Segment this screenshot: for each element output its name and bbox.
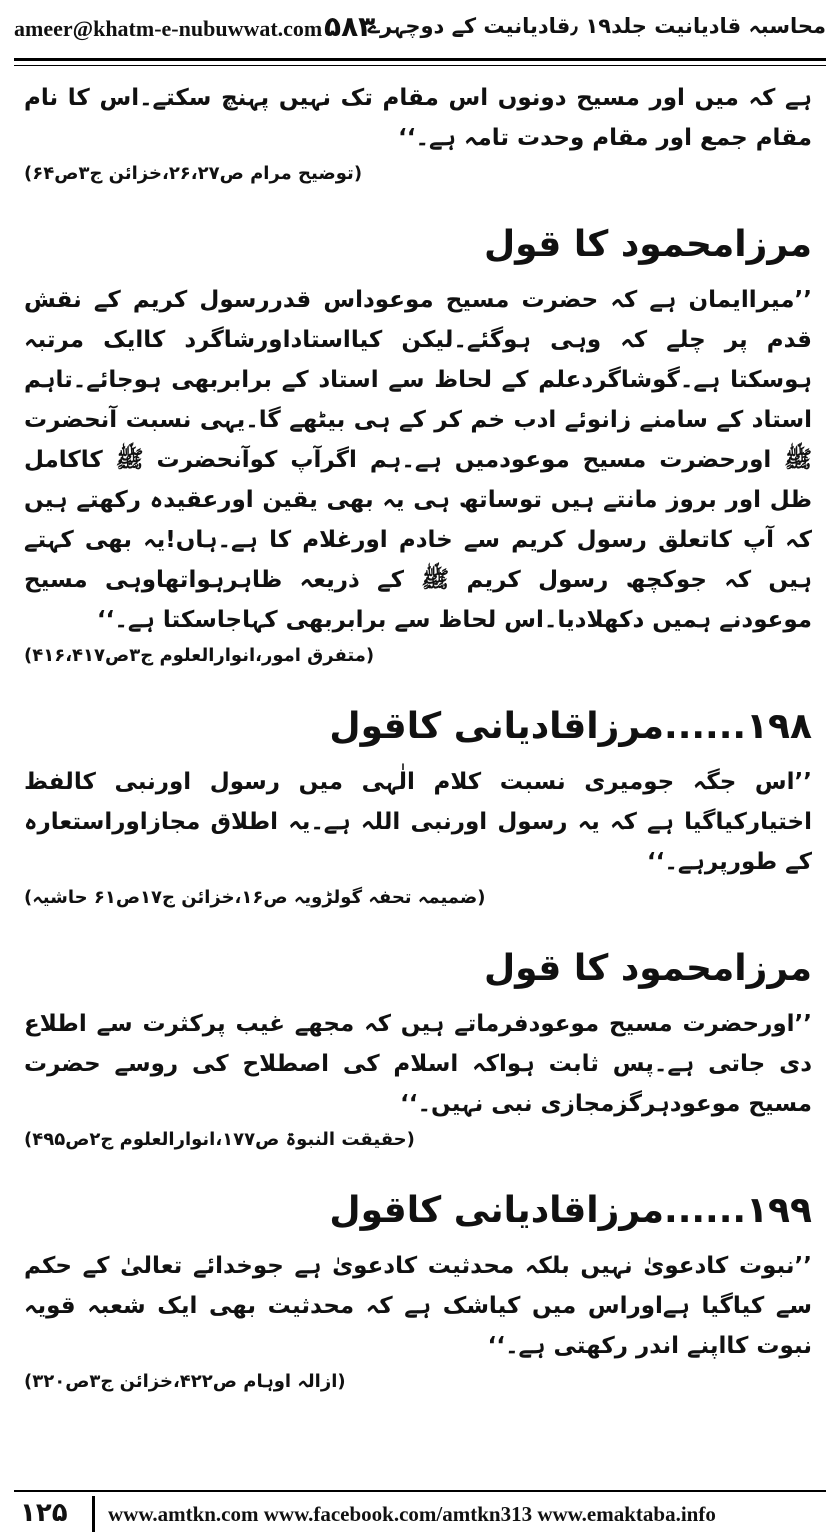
section-heading: مرزامحمود کا قول (483, 224, 812, 265)
citation: (ازالہ اوہام ص۴۲۲،خزائن ج۳ص۳۲۰) (24, 1371, 346, 1392)
quote-paragraph: ’’نبوت کادعویٰ نہیں بلکہ محدثیت کادعویٰ ہے جوخدائے تعالیٰ کے حکم سے کیاگیا ہےاوراس میں کیاشک ہے کہ محدثیت بھی ایک شعبہ قویہ نبوت کااپنے اندر رکھتی ہے۔‘‘ (24, 1253, 812, 1359)
footer-page-number: ۱۲۵ (20, 1498, 68, 1528)
quote-paragraph: ’’میراایمان ہے کہ حضرت مسیح موعوداس قدررسول کریم کے نقش قدم پر چلے کہ وہی ہوگئے۔لیکن کیااستاداورشاگرد کاایک مرتبہ ہوسکتا ہے۔گوشاگردعلم کے لحاظ سے استاد کے برابربھی ہوجائے۔تاہم استاد کے سامنے زانوئے ادب خم کر کے ہی بیٹھے گا۔یہی نسبت آنحضرت ﷺ اورحضرت مسیح موعودمیں ہے۔ہم اگرآپ کوآنحضرت ﷺ کاکامل ظل اور بروز مانتے ہیں توساتھ ہی یہ بھی یقین اورعقیدہ رکھتے ہیں کہ آپ کاتعلق رسول کریم سے خادم اورغلام کا ہے۔ہاں!یہ بھی کہتے ہیں کہ جوکچھ رسول کریم ﷺ کے ذریعہ ظاہرہواتھاوہی مسیح موعودنے ہمیں دکھلادیا۔اس لحاظ سے برابربھی کہاجاسکتا ہے۔‘‘ (24, 287, 812, 633)
section-mirza-mahmood-1 (24, 216, 812, 672)
section-heading: ۱۹۹......مرزاقادیانی کاقول (329, 1190, 812, 1231)
footer-websites: www.amtkn.com www.facebook.com/amtkn313 www.emaktaba.info (108, 1502, 716, 1526)
section-198 (24, 698, 812, 914)
section-199 (24, 1182, 812, 1398)
footer-separator (92, 1496, 95, 1532)
citation: (توضیح مرام ص۲۶،۲۷،خزائن ج۳ص۶۴) (24, 163, 363, 184)
header-page-number: ۵۸۳ (324, 10, 376, 43)
quote-paragraph: ہے کہ میں اور مسیح دونوں اس مقام تک نہیں پہنچ سکتے۔اس کا نام مقام جمع اور مقام وحدت تامہ ہے۔‘‘ (24, 85, 812, 151)
citation: (متفرق امور،انوارالعلوم ج۳ص۴۱۶،۴۱۷) (24, 645, 375, 666)
section-continuation (24, 78, 812, 190)
section-heading: ۱۹۸......مرزاقادیانی کاقول (329, 706, 812, 747)
section-heading: مرزامحمود کا قول (483, 948, 812, 989)
page-footer (14, 1490, 826, 1536)
header-book-title: محاسبہ قادیانیت جلد۱۹ ٫قادیانیت کے دوچہرے (367, 14, 826, 38)
footer-rule (14, 1490, 826, 1492)
header-rule-thin (14, 65, 826, 66)
citation: (حقیقت النبوۃ ص۱۷۷،انوارالعلوم ج۲ص۴۹۵) (24, 1129, 415, 1150)
section-mirza-mahmood-2 (24, 940, 812, 1156)
quote-paragraph: ’’اورحضرت مسیح موعودفرماتے ہیں کہ مجھے غیب پرکثرت سے اطلاع دی جاتی ہے۔پس ثابت ہواکہ اسلام کی اصطلاح کی روسے حضرت مسیح موعودہرگزمجازی نبی نہیں۔‘‘ (24, 1011, 812, 1117)
header-email: ameer@khatm-e-nubuwwat.com (14, 16, 323, 41)
citation: (ضمیمہ تحفہ گولڑویہ ص۱۶،خزائن ج۱۷ص۶۱ حاشیہ) (24, 887, 486, 908)
header-rule-thick (14, 58, 826, 61)
quote-paragraph: ’’اس جگہ جومیری نسبت کلام الٰہی میں رسول اورنبی کالفظ اختیارکیاگیا ہے کہ یہ رسول اورنبی اللہ ہے۔یہ اطلاق مجازاوراستعارہ کے طورپرہے۔‘‘ (24, 769, 812, 875)
page-body (24, 78, 812, 1424)
page-header (14, 10, 826, 54)
